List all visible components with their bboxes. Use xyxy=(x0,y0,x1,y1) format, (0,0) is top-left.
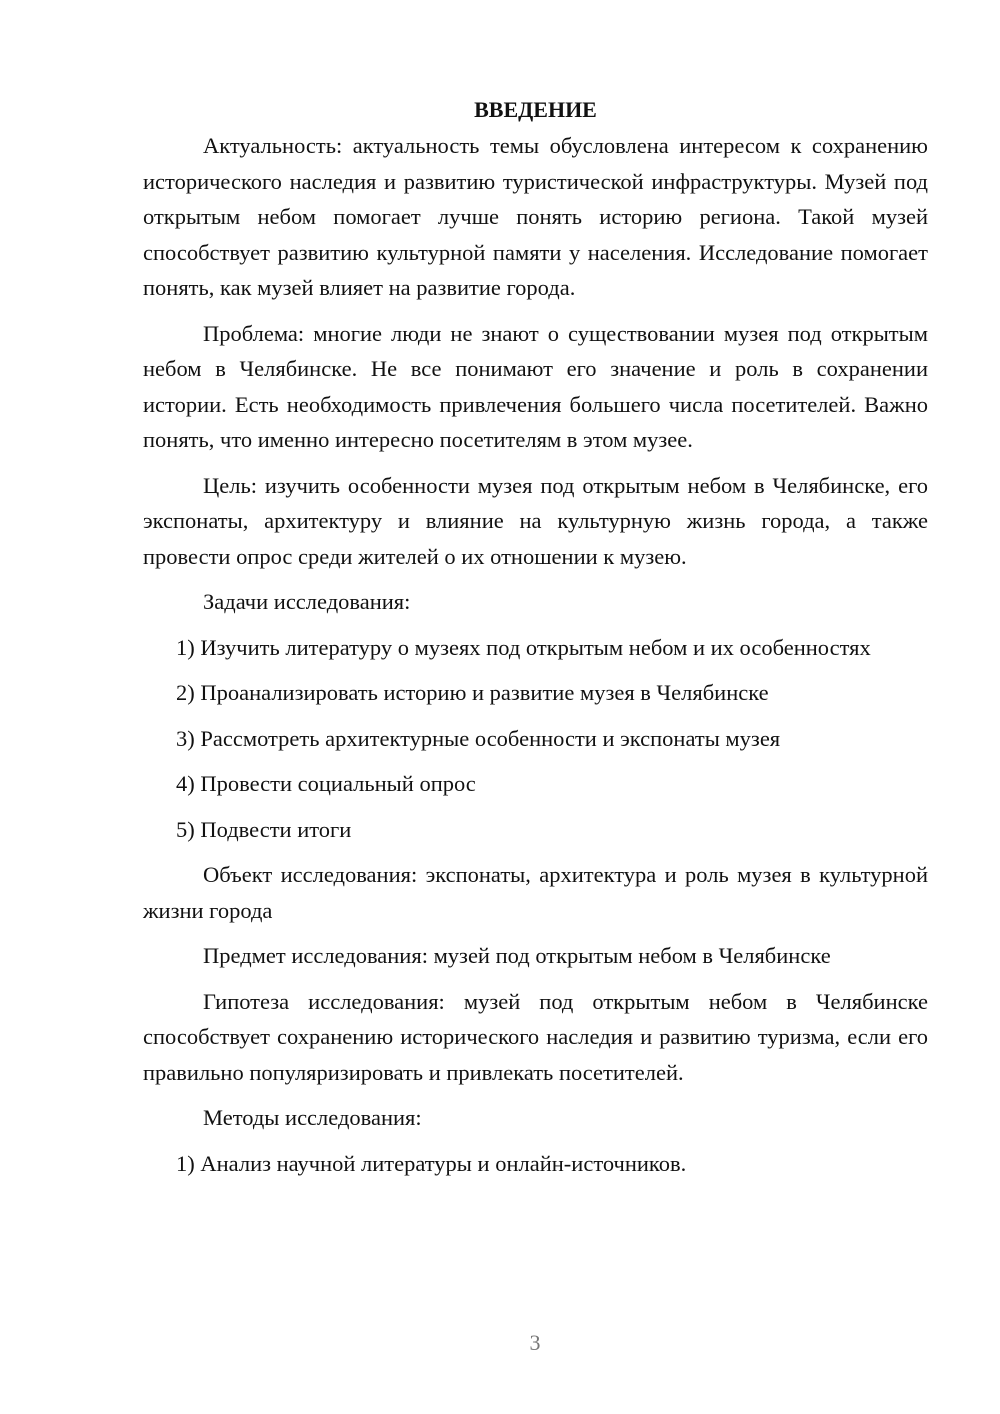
methods-heading: Методы исследования: xyxy=(203,1105,422,1130)
problem-paragraph: Проблема: многие люди не знают о существовании музея под открытым небом в Челябинске. Не все понимают его значение и роль в сохранении истории. Есть необходимость привлечения большего числа посетителей. Важно понять, что именно интересно посетителям в этом музее. xyxy=(143,320,928,452)
goal-paragraph: Цель: изучить особенности музея под открытым небом в Челябинске, его экспонаты, архитектуру и влияние на культурную жизнь города, а также провести опрос среди жителей о их отношении к музею. xyxy=(143,472,928,569)
task-item-2: 2) Проанализировать историю и развитие музея в Челябинске xyxy=(176,680,769,705)
page-number: 3 xyxy=(529,1330,541,1355)
hypothesis-paragraph: Гипотеза исследования: музей под открытым небом в Челябинске способствует сохранению исторического наследия и развитию туризма, если его правильно популяризировать и привлекать посетителей. xyxy=(143,988,928,1085)
subject-paragraph: Предмет исследования: музей под открытым небом в Челябинске xyxy=(203,943,831,968)
document-page xyxy=(143,92,928,1191)
relevance-paragraph: Актуальность: актуальность темы обусловлена интересом к сохранению исторического наследия и развитию туристической инфраструктуры. Музей под открытым небом помогает лучше понять историю региона. Такой музей способствует развитию культурной памяти у населения. Исследование помогает понять, как музей влияет на развитие города. xyxy=(143,133,928,300)
task-item-5: 5) Подвести итоги xyxy=(176,816,352,842)
section-title: ВВЕДЕНИЕ xyxy=(474,97,597,122)
task-item-1: 1) Изучить литературу о музеях под открытым небом и их особенностях xyxy=(176,634,871,660)
task-item-4: 4) Провести социальный опрос xyxy=(176,771,476,796)
task-item-3: 3) Рассмотреть архитектурные особенности и экспонаты музея xyxy=(176,725,781,751)
method-item-1: 1) Анализ научной литературы и онлайн-источников. xyxy=(176,1150,687,1176)
tasks-heading: Задачи исследования: xyxy=(203,589,411,614)
object-paragraph: Объект исследования: экспонаты, архитектура и роль музея в культурной жизни города xyxy=(143,862,928,923)
